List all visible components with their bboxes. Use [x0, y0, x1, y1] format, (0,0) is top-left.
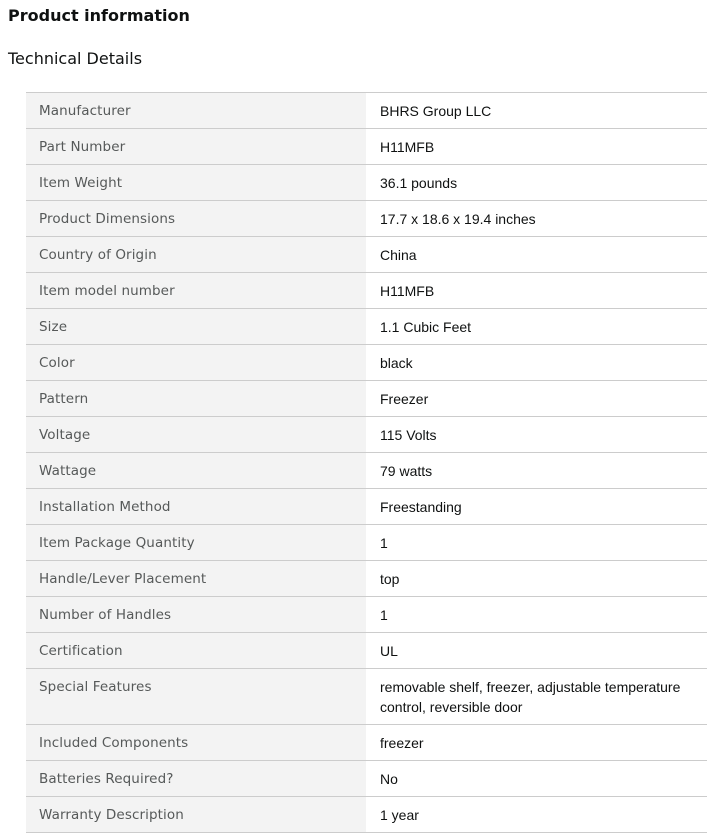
- detail-value: 115 Volts: [380, 427, 437, 443]
- table-row: [26, 633, 707, 669]
- detail-value: black: [380, 355, 413, 371]
- detail-value: 1 year: [380, 807, 419, 823]
- table-row: [26, 797, 707, 833]
- detail-label: Certification: [26, 633, 366, 669]
- section-title-technical-details: Technical Details: [8, 49, 143, 68]
- table-row: [26, 525, 707, 561]
- detail-value: China: [380, 247, 417, 263]
- table-row: [26, 237, 707, 273]
- table-row: [26, 561, 707, 597]
- detail-value: 17.7 x 18.6 x 19.4 inches: [380, 211, 536, 227]
- table-row: [26, 201, 707, 237]
- detail-label: Country of Origin: [26, 237, 366, 273]
- detail-label: Size: [26, 309, 366, 345]
- table-row: [26, 725, 707, 761]
- page-title: Product information: [8, 6, 190, 25]
- detail-value: UL: [380, 643, 398, 659]
- detail-value: Freezer: [380, 391, 429, 407]
- detail-value: Freestanding: [380, 499, 462, 515]
- table-row: [26, 417, 707, 453]
- table-row: [26, 93, 707, 129]
- table-row: [26, 489, 707, 525]
- detail-label: Item Package Quantity: [26, 525, 366, 561]
- detail-label: Item Weight: [26, 165, 366, 201]
- detail-label: Voltage: [26, 417, 366, 453]
- technical-details-table: [26, 92, 707, 833]
- table-row: [26, 273, 707, 309]
- detail-label: Manufacturer: [26, 93, 366, 129]
- detail-label: Handle/Lever Placement: [26, 561, 366, 597]
- table-row: [26, 761, 707, 797]
- table-row: [26, 165, 707, 201]
- detail-value: freezer: [380, 735, 424, 751]
- detail-label: Pattern: [26, 381, 366, 417]
- detail-label: Item model number: [26, 273, 366, 309]
- detail-label: Number of Handles: [26, 597, 366, 633]
- detail-label: Warranty Description: [26, 797, 366, 833]
- table-row: [26, 309, 707, 345]
- detail-label: Color: [26, 345, 366, 381]
- detail-value: 36.1 pounds: [380, 175, 458, 191]
- detail-label: Part Number: [26, 129, 366, 165]
- detail-value: top: [380, 571, 400, 587]
- table-row: [26, 381, 707, 417]
- detail-value: BHRS Group LLC: [380, 103, 492, 119]
- detail-label: Wattage: [26, 453, 366, 489]
- table-row: [26, 345, 707, 381]
- detail-value: 1.1 Cubic Feet: [380, 319, 472, 335]
- detail-value: 1: [380, 607, 388, 623]
- detail-label: Installation Method: [26, 489, 366, 525]
- table-row: [26, 597, 707, 633]
- detail-value: 1: [380, 535, 388, 551]
- detail-value: 79 watts: [380, 463, 433, 479]
- detail-label: Special Features: [26, 669, 366, 725]
- detail-value: H11MFB: [380, 139, 435, 155]
- detail-value: H11MFB: [380, 283, 435, 299]
- table-row: [26, 129, 707, 165]
- detail-label: Included Components: [26, 725, 366, 761]
- detail-label: Batteries Required?: [26, 761, 366, 797]
- table-row: [26, 669, 707, 725]
- detail-value: removable shelf, freezer, adjustable temperature control, reversible door: [380, 679, 681, 715]
- detail-value: No: [380, 771, 398, 787]
- detail-label: Product Dimensions: [26, 201, 366, 237]
- table-row: [26, 453, 707, 489]
